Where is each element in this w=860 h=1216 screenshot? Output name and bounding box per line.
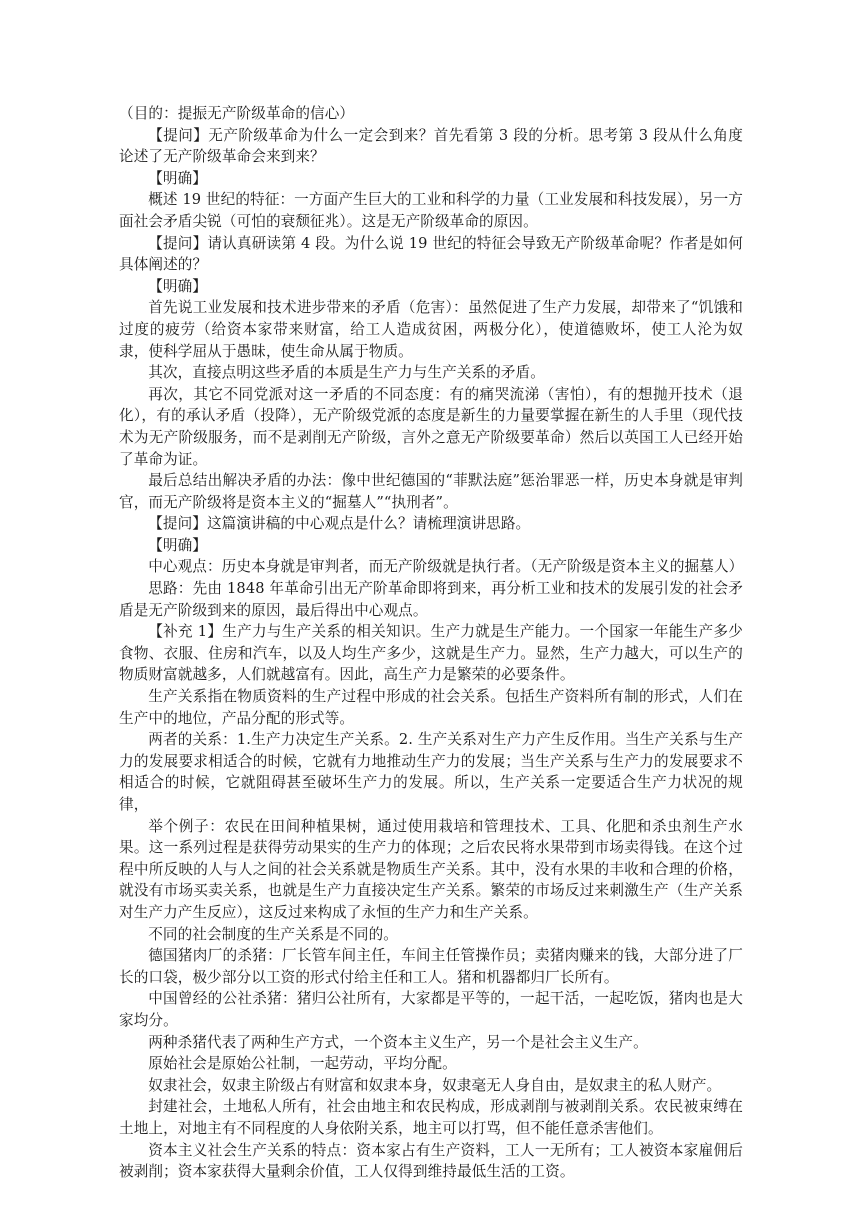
paragraph: 其次，直接点明这些矛盾的本质是生产力与生产关系的矛盾。: [148, 364, 545, 382]
paragraph: 举个例子：农民在田间种植果树，通过使用栽培和管理技术、工具、化肥和杀虫剂生产水果。这一系列过程是获得劳动果实的生产力的体现；之后农民将水果带到市场卖得钱。在这个过程中所反映的人与人之间的社会关系就是物质生产关系。其中，没有水果的丰收和合理的价格，就没有市场买卖关系，也就是生产力直接决定生产关系。繁荣的市场反过来刺激生产（生产关系对生产力产生反应），这反过来构成了永恒的生产力和生产关系。: [119, 817, 743, 921]
paragraph: 中国曾经的公社杀猪：猪归公社所有，大家都是平等的，一起干活，一起吃饭，猪肉也是大家均分。: [119, 990, 743, 1029]
paragraph: （目的：提振无产阶级革命的信心）: [119, 105, 355, 122]
paragraph: 概述 19 世纪的特征：一方面产生巨大的工业和科学的力量（工业发展和科技发展），另一方面社会矛盾尖锐（可怕的衰颓征兆）。这是无产阶级革命的原因。: [119, 191, 743, 230]
paragraph: 原始社会是原始公社制，一起劳动，平均分配。: [148, 1055, 457, 1073]
paragraph: 资本主义社会生产关系的特点：资本家占有生产资料，工人一无所有；工人被资本家雇佣后被剥削；资本家获得大量剩余价值，工人仅得到维持最低生活的工资。: [119, 1141, 743, 1181]
paragraph: 不同的社会制度的生产关系是不同的。: [148, 925, 398, 943]
document-body: [119, 103, 743, 1183]
paragraph: 两者的关系：1.生产力决定生产关系。2. 生产关系对生产力产生反作用。当生产关系与生产力的发展要求相适合的时候，它就有力地推动生产力的发展；当生产关系与生产力的发展要求不相适合的时候，它就阻碍甚至破坏生产力的发展。所以，生产关系一定要适合生产力状况的规律，: [119, 731, 743, 813]
paragraph: 【提问】无产阶级革命为什么一定会到来？首先看第 3 段的分析。思考第 3 段从什么角度论述了无产阶级革命会来到来？: [119, 126, 743, 166]
paragraph: 生产关系指在物质资料的生产过程中形成的社会关系。包括生产资料所有制的形式，人们在生产中的地位，产品分配的形式等。: [119, 688, 743, 727]
paragraph: 再次，其它不同党派对这一矛盾的不同态度：有的痛哭流涕（害怕），有的想抛开技术（退化），有的承认矛盾（投降），无产阶级党派的态度是新生的力量要掌握在新生的人手里（现代技术为无产阶级服务，而不是剥削无产阶级，言外之意无产阶级要革命）然后以英国工人已经开始了革命为证。: [119, 385, 743, 468]
paragraph: 德国猪肉厂的杀猪：厂长管车间主任，车间主任管操作员；卖猪肉赚来的钱，大部分进了厂长的口袋，极少部分以工资的形式付给主任和工人。猪和机器都归厂长所有。: [119, 947, 743, 986]
paragraph: 思路：先由 1848 年革命引出无产阶革命即将到来，再分析工业和技术的发展引发的社会矛盾是无产阶级到来的原因，最后得出中心观点。: [119, 580, 743, 619]
paragraph: 最后总结出解决矛盾的办法：像中世纪德国的“菲默法庭”惩治罪恶一样，历史本身就是审判官，而无产阶级将是资本主义的“掘墓人”“执刑者”。: [119, 472, 743, 511]
paragraph: 两种杀猪代表了两种生产方式，一个资本主义生产，另一个是社会主义生产。: [148, 1033, 648, 1051]
paragraph: 【提问】这篇演讲稿的中心观点是什么？请梳理演讲思路。: [148, 515, 531, 533]
paragraph: 首先说工业发展和技术进步带来的矛盾（危害）：虽然促进了生产力发展，却带来了“饥饿和过度的疲劳（给资本家带来财富，给工人造成贫困，两极分化），使道德败坏，使工人沦为奴隶，使科学屈从于愚昧，使生命从属于物质。: [119, 299, 743, 360]
paragraph: 【提问】请认真研读第 4 段。为什么说 19 世纪的特征会导致无产阶级革命呢？作者是如何具体阐述的？: [119, 234, 743, 274]
paragraph: 【补充 1】生产力与生产关系的相关知识。生产力就是生产能力。一个国家一年能生产多少食物、衣服、住房和汽车，以及人均生产多少，这就是生产力。显然，生产力越大，可以生产的物质财富就越多，人们就越富有。因此，高生产力是繁荣的必要条件。: [119, 623, 743, 684]
paragraph: 中心观点：历史本身就是审判者，而无产阶级就是执行者。（无产阶级是资本主义的掘墓人）: [148, 558, 744, 576]
paragraph: 封建社会，土地私人所有，社会由地主和农民构成，形成剥削与被剥削关系。农民被束缚在土地上，对地主有不同程度的人身依附关系，地主可以打骂，但不能任意杀害他们。: [119, 1098, 743, 1137]
paragraph: 【明确】: [148, 277, 207, 295]
paragraph: 【明确】: [148, 536, 207, 554]
paragraph: 【明确】: [148, 169, 207, 187]
paragraph: 奴隶社会，奴隶主阶级占有财富和奴隶本身，奴隶毫无人身自由，是奴隶主的私人财产。: [148, 1076, 722, 1094]
